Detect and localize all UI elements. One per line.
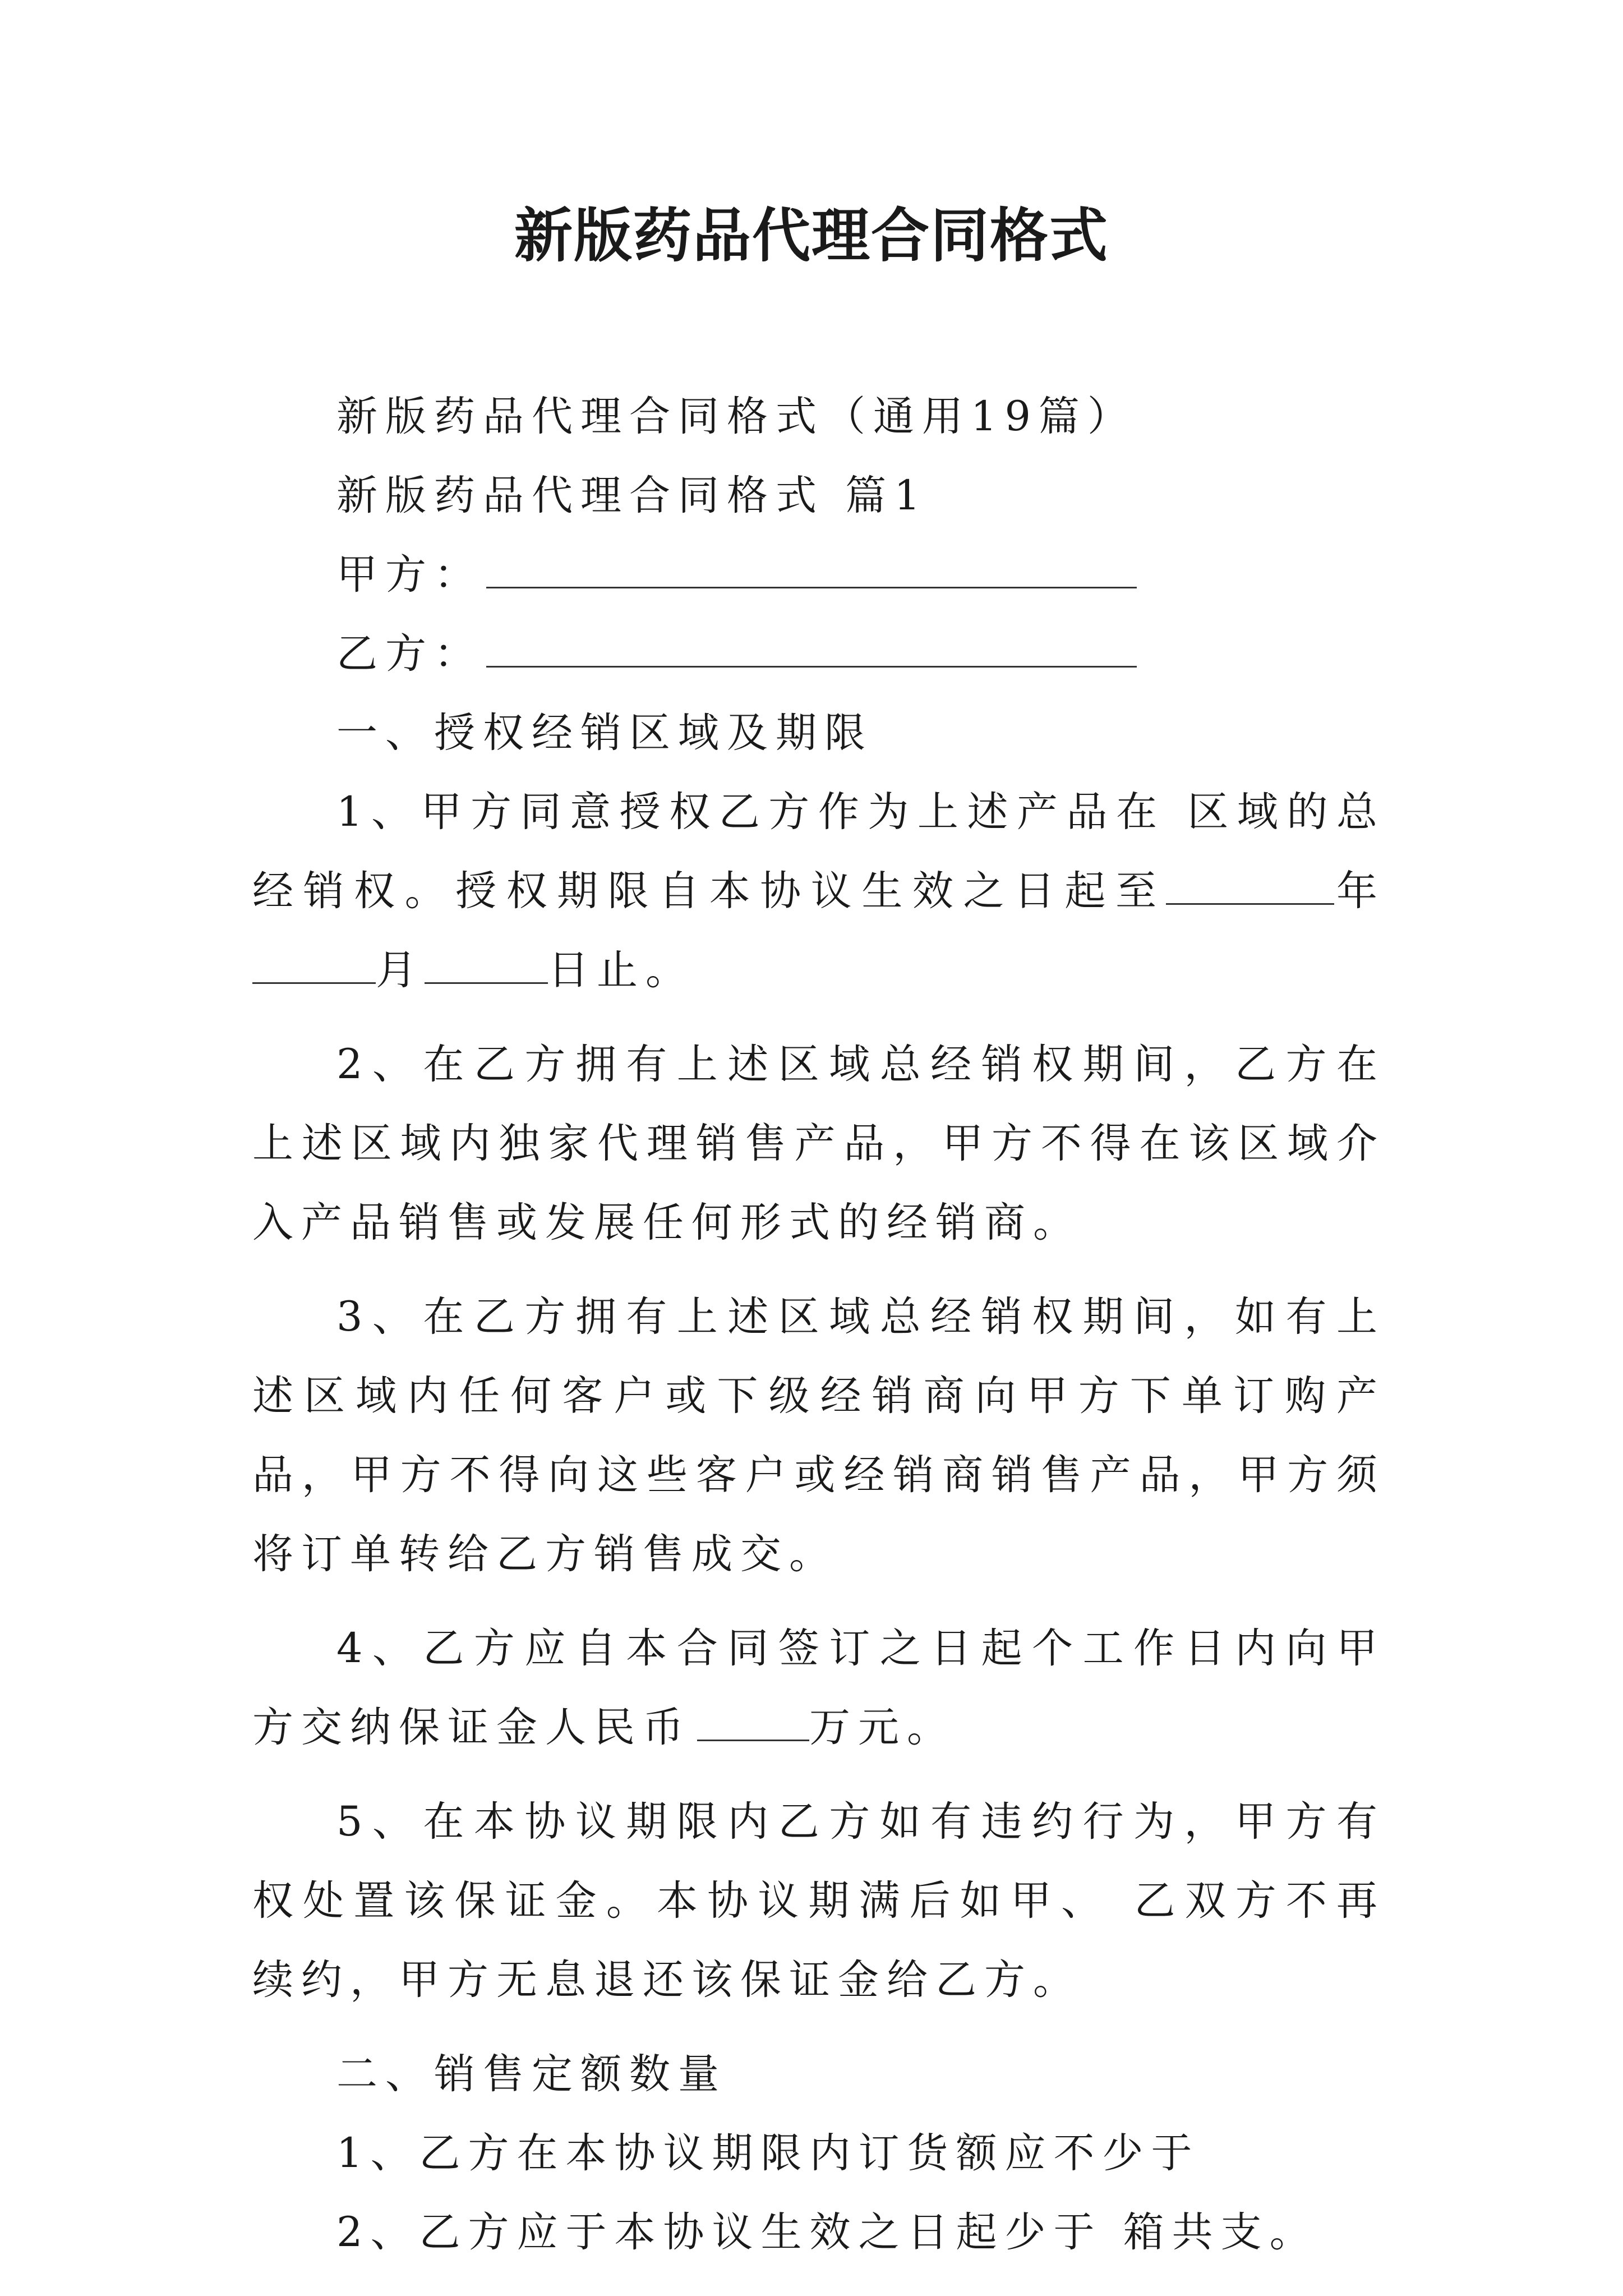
section1-heading: 一、授权经销区域及期限 bbox=[336, 709, 873, 757]
chapter-heading: 新版药品代理合同格式 篇1 bbox=[336, 472, 928, 519]
party-b-label: 乙方： bbox=[336, 630, 483, 678]
year-label: 年 bbox=[1334, 867, 1386, 915]
clause-2-1: 1、乙方在本协议期限内订货额应不少于 bbox=[336, 2129, 1200, 2177]
month-label: 月 bbox=[376, 946, 425, 994]
day-blank bbox=[425, 946, 548, 984]
party-a-line bbox=[252, 535, 1385, 614]
party-b-blank bbox=[486, 630, 1137, 668]
document-body bbox=[252, 377, 1385, 2272]
clause-1-3: 3、在乙方拥有上述区域总经销权期间，如有上述区域内任何客户或下级经销商向甲方下单订购产品，甲方不得向这些客户或经销商销售产品，甲方须将订单转给乙方销售成交。 bbox=[252, 1293, 1385, 1578]
deposit-unit: 万元。 bbox=[809, 1704, 956, 1751]
clause-1-4-text: 4、乙方应自本合同签订之日起个工作日内向甲方交纳保证金人民币 bbox=[252, 1625, 1385, 1751]
deposit-blank bbox=[697, 1704, 809, 1741]
party-a-blank bbox=[486, 551, 1137, 588]
party-a-label: 甲方： bbox=[336, 551, 483, 599]
clause-1-1 bbox=[252, 772, 1385, 1010]
clause-2-2: 2、乙方应于本协议生效之日起少于 箱共支。 bbox=[336, 2208, 1318, 2256]
clause-1-1-text: 1、甲方同意授权乙方作为上述产品在 区域的总经销权。授权期限自本协议生效之日起至 bbox=[252, 788, 1385, 915]
document-title: 新版药品代理合同格式 bbox=[514, 201, 1109, 270]
party-b-line bbox=[252, 614, 1385, 693]
document-subtitle: 新版药品代理合同格式（通用19篇） bbox=[336, 393, 1136, 440]
day-label: 日止。 bbox=[548, 946, 694, 994]
month-blank bbox=[252, 946, 376, 984]
section2-heading: 二、销售定额数量 bbox=[336, 2050, 727, 2098]
clause-1-4 bbox=[252, 1609, 1385, 1767]
year-blank bbox=[1166, 867, 1334, 905]
clause-1-5: 5、在本协议期限内乙方如有违约行为，甲方有权处置该保证金。本协议期满后如甲、 乙双方不再续约，甲方无息退还该保证金给乙方。 bbox=[252, 1798, 1385, 2004]
clause-1-2: 2、在乙方拥有上述区域总经销权期间，乙方在上述区域内独家代理销售产品，甲方不得在该区域介入产品销售或发展任何形式的经销商。 bbox=[252, 1041, 1385, 1246]
